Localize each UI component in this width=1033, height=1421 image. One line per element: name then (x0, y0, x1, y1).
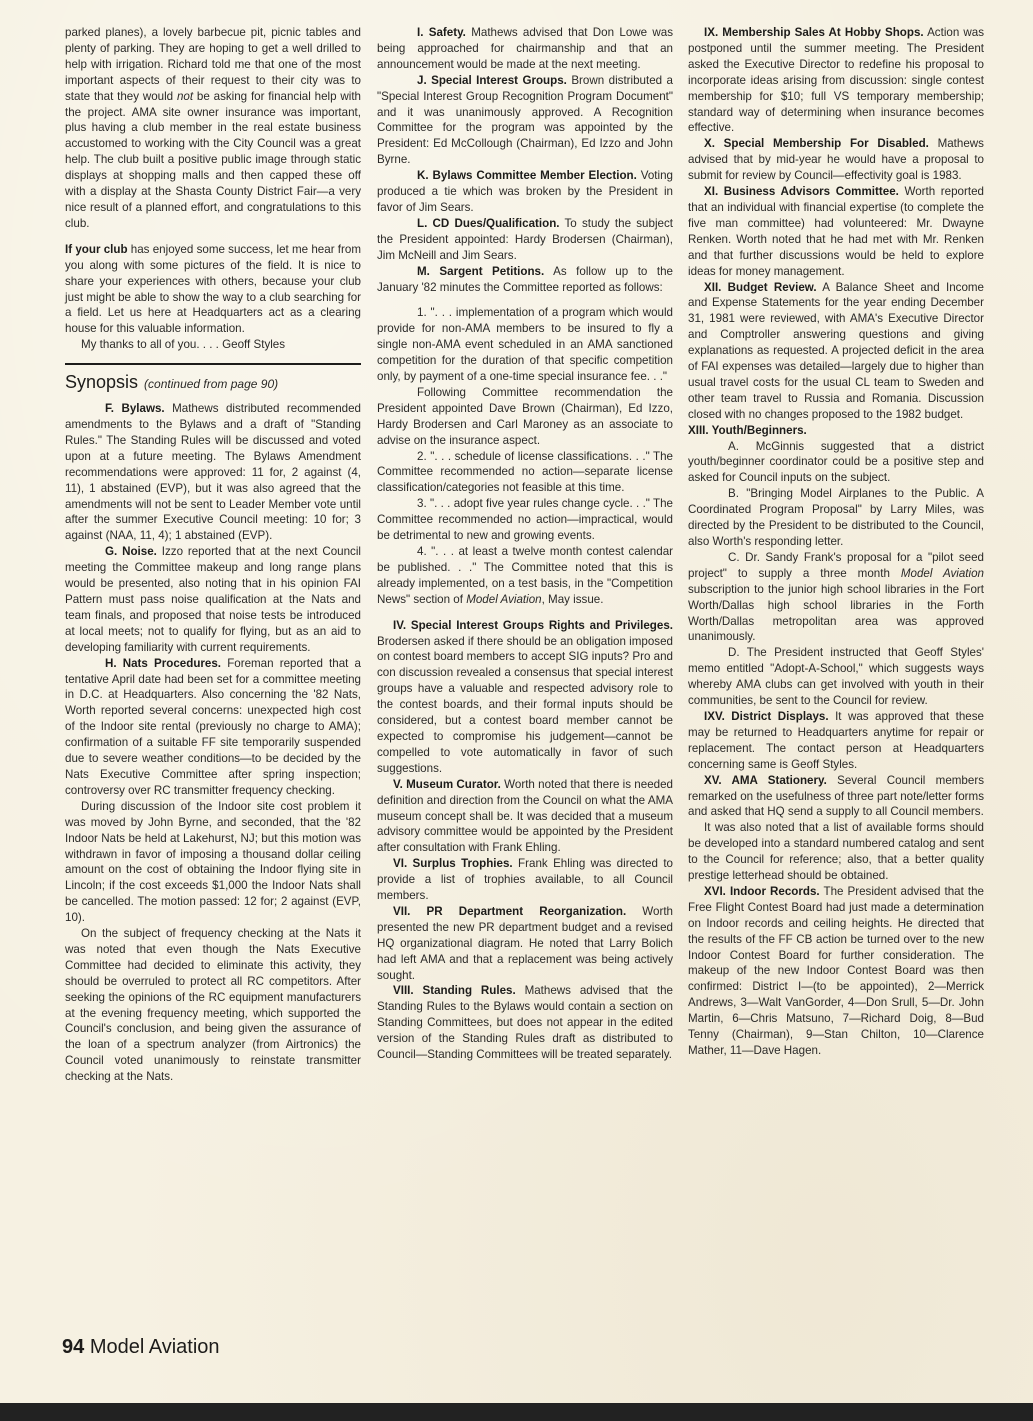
section-heading: J. Special Interest Groups. (417, 73, 567, 87)
section-ix (688, 25, 984, 136)
stationery-note: It was also noted that a list of available forms should be developed into a standard numbered catalog and sent to the Council for reference; also, that a better quality prestige letterhead should be obtained. (688, 821, 984, 883)
youth-item-a: A. McGinnis suggested that a district youth/beginner coordinator could be a positive step and asked for Council inputs on the subject. (688, 439, 984, 485)
intro-text: parked planes), a lovely barbecue pit, picnic tables and plenty of parking. They are hoping to get a well drilled to help with irrigation. Richard told me that one of the most important aspects of their request to their city was to state that they would (65, 26, 361, 103)
synopsis-title: Synopsis (65, 372, 139, 393)
section-text: Mathews advised that Don Lowe was being approached for chairmanship and that an announcement would be made at the next meeting. (377, 26, 673, 71)
youth-item-b: B. "Bringing Model Airplanes to the Public. A Coordinated Program Proposal" by Larry Miles, was directed by the President to be distributed to the Council, also Worth's responding letter. (688, 487, 984, 548)
youth-c-text: C. Dr. Sandy Frank's proposal for a "pilot seed project" to supply a three month (688, 550, 984, 580)
intro-emphasis: not (176, 89, 194, 103)
section-divider (65, 363, 361, 365)
club-paragraph (65, 242, 361, 337)
section-ixv (688, 709, 984, 773)
section-heading: IX. Membership Sales At Hobby Shops. (704, 26, 924, 39)
section-heading: IXV. District Displays. (704, 709, 829, 723)
section-text: The President advised that the Free Flight Contest Board had just made a determination on Indoor records and ceiling heights. He directed that the results of the FF CB action be turned over to the new Indoor Contest Board for further consideration. The makeup of the new Indoor Contest Board was then confirmed: District I—(to be appointed), 2—Merrick Andrews, 3—Walt VanGorder, 4—Don Srull, 5—Dr. John Martin, 6—Chris Matsuno, 7—Richard Doig, 8—Bud Tenny (Chairman), 9—Stan Chilton, 10—Clarence Mather, 11—Dave Hagen. (688, 884, 984, 1057)
section-heading: V. Museum Curator. (393, 777, 501, 791)
section-heading: G. Noise. (105, 545, 157, 559)
section-j (377, 73, 673, 168)
petition-1: 1. ". . . implementation of a program which would provide for non-AMA members to be insured to fly a single non-AMA event scheduled in an AMA sanctioned competition for the duration of that specific competition only, by payment of a one-time special insurance fee. . ." (377, 306, 673, 384)
section-g (65, 544, 361, 655)
section-text: As follow up to the January '82 minutes the Committee reported as follows: (377, 264, 673, 294)
publication-title: Model Aviation (89, 1336, 220, 1358)
intro-paragraph (65, 25, 361, 232)
section-heading: I. Safety. (417, 26, 466, 39)
column-3 (688, 25, 984, 1059)
frequency-paragraph: On the subject of frequency checking at the Nats it was noted that even though the Nats Executive Committee had decided to eliminate this activity, they should be overruled to protect all RC competitors. After seeking the opinions of the RC equipment manufacturers at the evening frequency meeting, which supported the Council's conclusion, and being given the assurance of the loan of a spectrum analyzer (from Airtronics) the Council voted unanimously to reinstate transmitter checking at the Nats. (65, 927, 361, 1084)
section-text: Izzo reported that at the next Council meeting the Committee makeup and long range plans would be presented, also noting that in his opinion FAI Pattern must pass noise qualification at the Nats and team finals, and proposed that noise tests be introduced at local meets; not to qualify for flying, but as an aid to developing familiarity with current requirements. (65, 545, 361, 654)
section-v (377, 777, 673, 857)
section-l (377, 216, 673, 264)
section-text: Brodersen asked if there should be an obligation imposed on contest board members to accept SIG inputs? Pro and con discussion revealed a consensus that special interest groups have a valuable and respected advisory role to the contest boards, and their formal inputs should be considered, but a contest board member cannot be expected to compromise his judgement—cannot be compelled to vote automatically in favor of such suggestions. (377, 634, 673, 775)
youth-item-d: D. The President instructed that Geoff Styles' memo entitled "Adopt-A-School," which suggests ways whereby AMA clubs can get involved with youth in their communities, be sent to the Council for review. (688, 646, 984, 708)
column-2 (377, 25, 673, 1063)
section-f (65, 401, 361, 544)
section-heading: L. CD Dues/Qualification. (417, 216, 560, 230)
page-footer (62, 1336, 220, 1359)
youth-c-end: subscription to the junior high school libraries in the Fort Worth/Dallas high school libraries in the Forth Worth/Dallas metropolitan area was approved unanimously. (688, 582, 984, 644)
indoor-paragraph: During discussion of the Indoor site cost problem it was moved by John Byrne, and seconded, that the '82 Indoor Nats be held at Lakehurst, NJ; but this motion was withdrawn in favor of imposing a thousand dollar ceiling amount on the cost of obtaining the Indoor flying site in Lincoln; if the cost exceeds $1,000 the Indoor Nats shall be cancelled. The motion passed: 12 for; 2 against (EVP, 10). (65, 799, 361, 925)
section-iv (377, 618, 673, 777)
section-vii (377, 904, 673, 984)
section-m (377, 264, 673, 296)
youth-item-c (688, 550, 984, 645)
section-heading: XI. Business Advisors Committee. (704, 185, 899, 199)
club-text: has enjoyed some success, let me hear from you along with some pictures of the field. It is nice to share your experiences with others, because your club just might be able to show the way to a club searching for a field. Let us here at Headquarters act as a clearing house for this valuable information. (65, 242, 361, 336)
section-text: Worth noted that there is needed definition and direction from the Council on what the AMA museum concept shall be. It was decided that a museum advisory committee would be appointed by the President after consultation with Frank Ehling. (377, 777, 673, 855)
section-heading: VII. PR Department Reorganization. (393, 904, 627, 918)
synopsis-heading (65, 371, 361, 395)
section-heading: VI. Surplus Trophies. (393, 857, 513, 871)
petition-4-text: 4. ". . . at least a twelve month contest calendar be published. . ." The Committee noted that this is already implemented, on a test basis, in the "Competition News" section of (377, 545, 673, 606)
section-heading: XIII. Youth/Beginners. (688, 423, 807, 437)
section-text: Several Council members remarked on the usefulness of three part note/letter forms and asked that HQ send a supply to all Council members. (688, 773, 984, 819)
section-text: Worth reported that an individual with financial expertise (to complete the five man committee) had volunteered: Mr. Dwayne Renken. Worth noted that he had met with Mr. Renken and that further discussions would be held to explore ideas for money management. (688, 185, 984, 278)
synopsis-subtitle: (continued from page 90) (144, 377, 279, 392)
publication-name: Model Aviation (466, 592, 542, 606)
section-text: Action was postponed until the summer meeting. The President asked the Executive Director to redefine his proposal to incorporate ideas arising from discussion: single contest membership for $10; full VS temporary membership; standard way of determining when insurance becomes effective. (688, 26, 984, 135)
section-text: Mathews advised that by mid-year he would have a proposal to submit for review by Council—effectivity goal is 1983. (688, 137, 984, 183)
section-h (65, 656, 361, 799)
section-vi (377, 856, 673, 904)
section-viii (377, 983, 673, 1063)
section-heading: F. Bylaws. (105, 402, 165, 416)
column-1 (65, 25, 361, 1085)
section-i (377, 25, 673, 73)
petition-2: 2. ". . . schedule of license classifications. . ." The Committee recommended no action—separate license classification/categories not feasible at this time. (377, 449, 673, 495)
section-xv (688, 773, 984, 821)
section-heading: IV. Special Interest Groups Rights and Privileges. (393, 618, 673, 632)
petition-3: 3. ". . . adopt five year rules change cycle. . ." The Committee recommended no action—impractical, would be detrimental to new and growing events. (377, 497, 673, 543)
section-heading: XVI. Indoor Records. (704, 884, 820, 898)
section-xvi (688, 884, 984, 1059)
section-text: Frank Ehling was directed to provide a list of trophies available, to all Council members. (377, 857, 673, 903)
section-xi (688, 184, 984, 279)
publication-name: Model Aviation (900, 566, 984, 580)
club-lead: If your club (65, 242, 128, 256)
youth-heading (688, 423, 984, 439)
section-text: Worth presented the new PR department budget and a revised HQ organizational diagram. He noted that Larry Bolich had left AMA and that a replacement was being actively sought. (377, 904, 673, 982)
section-x (688, 136, 984, 184)
section-heading: XII. Budget Review. (704, 280, 817, 294)
section-heading: XV. AMA Stationery. (704, 773, 827, 787)
section-text: To study the subject the President appointed: Hardy Brodersen (Chairman), Jim McNeill and Jim Sears. (377, 216, 673, 262)
section-heading: H. Nats Procedures. (105, 656, 222, 670)
section-text: Voting produced a tie which was broken by the President in favor of Jim Sears. (377, 169, 673, 214)
section-xii (688, 280, 984, 423)
petition-1-followup: Following Committee recommendation the President appointed Dave Brown (Chairman), Ed Izzo, Hardy Brodersen and Carl Maroney as an associate to advise on the insurance aspect. (377, 385, 673, 447)
section-text: Mathews advised that the Standing Rules to the Bylaws would contain a section on Standing Committees, but does not appear in the edited version of the Standing Rules draft as distributed to Council—Standing Committees will be treated separately. (377, 984, 673, 1062)
section-text: A Balance Sheet and Income and Expense Statements for the year ending December 31, 1981 were reviewed, with AMA's Executive Director and Comptroller answering questions and giving explanations as requested. A projected deficit in the area of FAI expenses was detailed—largely due to higher than usual travel costs for the usual CL team to Sweden and other team travel to Russia and Romania. Discussion closed with no changes proposed to the 1982 budget. (688, 280, 984, 421)
signoff: My thanks to all of you. . . . Geoff Styles (81, 338, 286, 352)
section-text: It was approved that these may be returned to Headquarters anytime for repair or replacement. The contact person at Headquarters concerning same is Geoff Styles. (688, 709, 984, 771)
page-number: 94 (62, 1336, 85, 1358)
section-text: Mathews distributed recommended amendments to the Bylaws and a draft of "Standing Rules." The Standing Rules will be discussed and voted upon at a future meeting. The Bylaws Amendment recommendations were approved: 11 for, 2 against (4, 11), 1 abstained (EVP), but it was also agreed that the amendments will not be sent to Leader Member vote until after the summer Executive Council meeting: 10 for; 3 against (NAA, 11, 4); 1 abstained (EVP). (65, 402, 361, 543)
section-text: Foreman reported that a tentative April date had been set for a committee meeting in D.C. at Headquarters. Also concerning the '82 Nats, Worth reported several concerns: unexpected high cost of the Indoor site rental (previously no charge to AMA); confirmation of a suitable FF site temporarily suspended due to severe weather conditions—to be decided by the Nats Executive Committee after spring inspection; controversy over RC transmitter frequency checking. (65, 656, 361, 797)
section-heading: M. Sargent Petitions. (417, 264, 545, 278)
intro-text-cont: be asking for financial help with the project. AMA site owner insurance was important, plus having a club member in the real estate business accustomed to working with the City Council was a great help. The club built a positive public image through static displays at shopping malls and then capped these off with a display at the Shasta County District Fair—a very nice result of a planned effort, and congratulations to this club. (65, 89, 361, 230)
petition-4 (377, 544, 673, 608)
petition-4-end: , May issue. (541, 592, 604, 606)
section-heading: K. Bylaws Committee Member Election. (417, 169, 637, 183)
section-text: Brown distributed a "Special Interest Group Recognition Program Document" and it was unanimously approved. A Recognition Committee for the program was appointed by the President: Ed McCollough (Chairman), Ed Izzo and John Byrne. (377, 73, 673, 167)
section-k (377, 168, 673, 216)
section-heading: X. Special Membership For Disabled. (704, 137, 929, 151)
section-heading: VIII. Standing Rules. (393, 984, 516, 998)
